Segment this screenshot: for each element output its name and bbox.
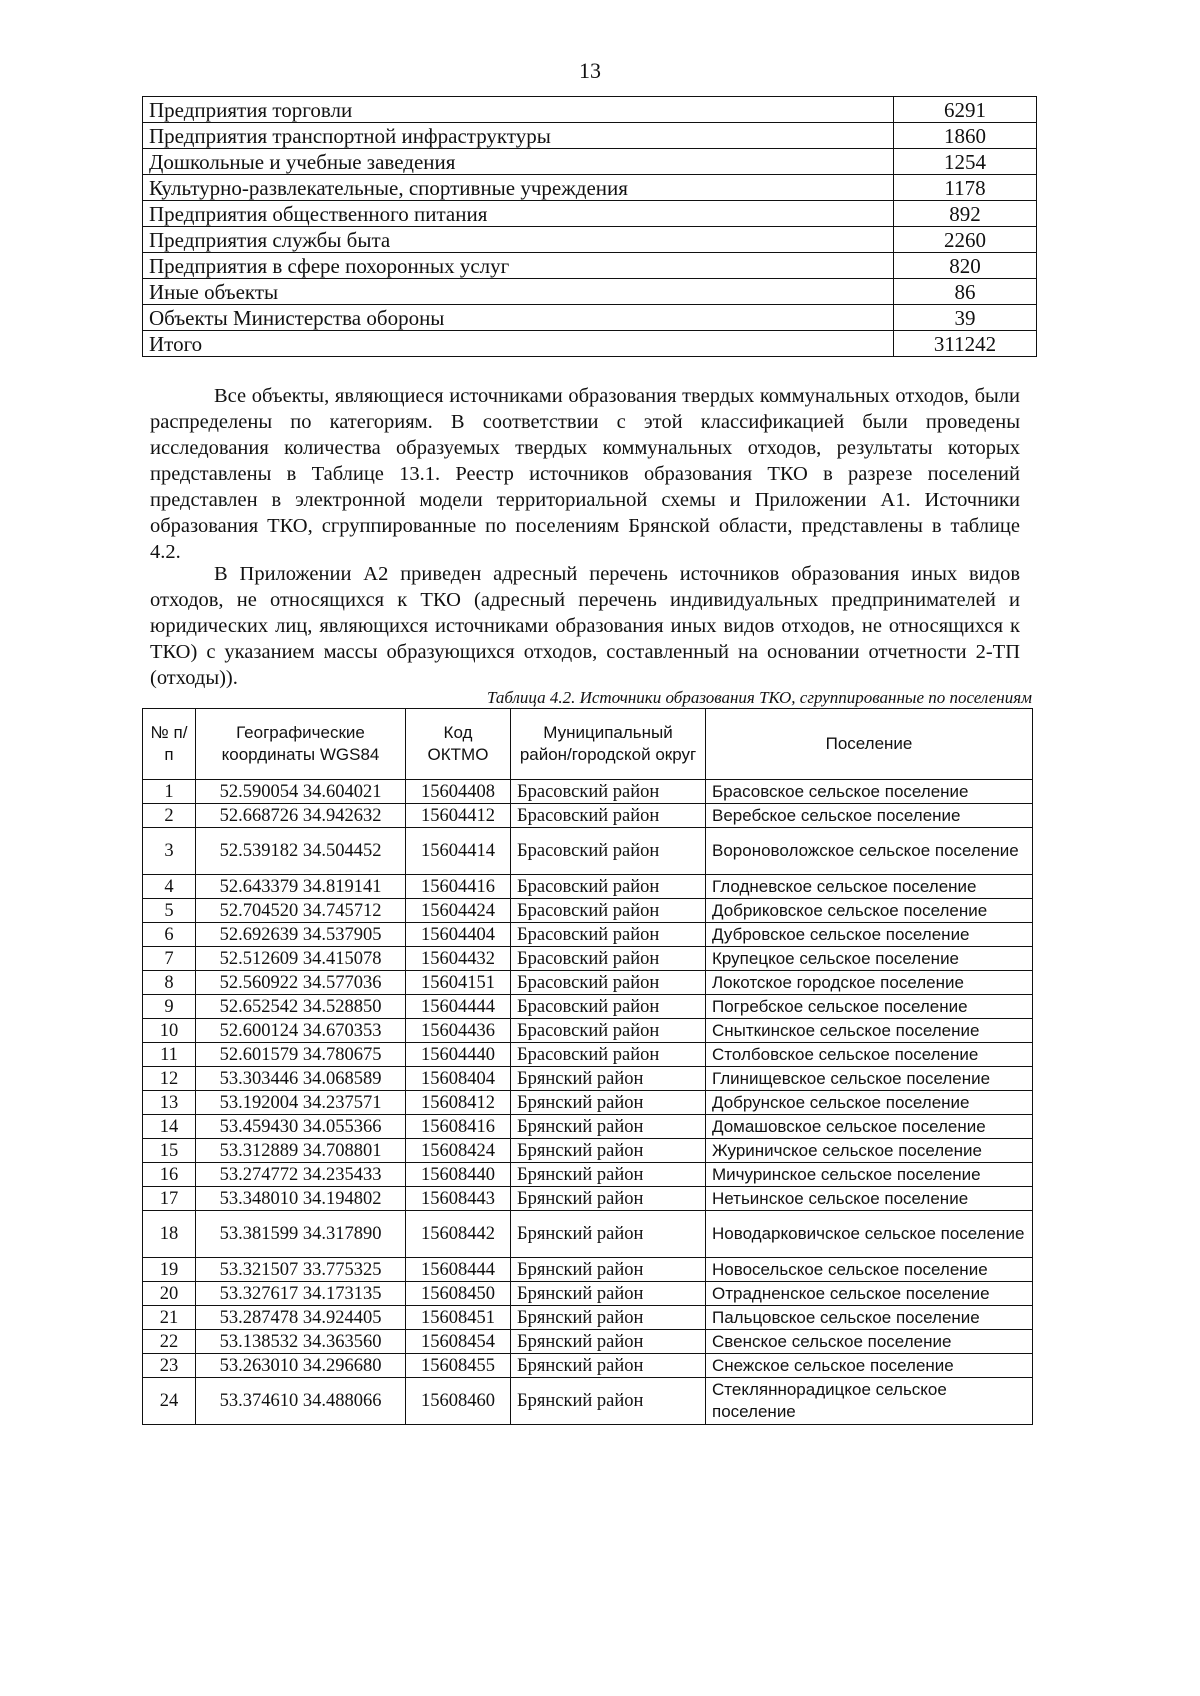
paragraph: В Приложении А2 приведен адресный перечень источников образования иных видов отходов, не относящихся к ТКО (адресный перечень индивидуальных предпринимателей и юридических лиц, являющихся источниками образования иных видов отходов, не относящихся к ТКО) с указанием массы образующихся отходов, составленный на основании отчетности 2-ТП (отходы)).: [150, 562, 1020, 689]
settlement: Глинищевское сельское поселение: [706, 1067, 1033, 1091]
category-value: 1254: [894, 149, 1037, 175]
summary-table: [142, 96, 1037, 357]
oktmo-code: 15608440: [406, 1163, 511, 1187]
district: Брасовский район: [511, 804, 706, 828]
category-value: 892: [894, 201, 1037, 227]
settlement: Нетьинское сельское поселение: [706, 1187, 1033, 1211]
row-number: 12: [143, 1067, 196, 1091]
page-number: 13: [579, 58, 601, 83]
oktmo-code: 15604424: [406, 899, 511, 923]
coordinates: 52.590054 34.604021: [196, 780, 406, 804]
oktmo-code: 15608412: [406, 1091, 511, 1115]
coordinates: 53.192004 34.237571: [196, 1091, 406, 1115]
settlement: Стекляннорадицкое сельское поселение: [706, 1378, 1033, 1425]
district: Брасовский район: [511, 1019, 706, 1043]
oktmo-code: 15608451: [406, 1306, 511, 1330]
oktmo-code: 15604432: [406, 947, 511, 971]
oktmo-code: 15608424: [406, 1139, 511, 1163]
oktmo-code: 15604404: [406, 923, 511, 947]
category-value: 86: [894, 279, 1037, 305]
row-number: 10: [143, 1019, 196, 1043]
district: Брасовский район: [511, 875, 706, 899]
row-number: 22: [143, 1330, 196, 1354]
table-row: [143, 97, 1037, 123]
coordinates: 53.321507 33.775325: [196, 1258, 406, 1282]
settlement: Журиничское сельское поселение: [706, 1139, 1033, 1163]
district: Брянский район: [511, 1306, 706, 1330]
settlement: Мичуринское сельское поселение: [706, 1163, 1033, 1187]
oktmo-code: 15604436: [406, 1019, 511, 1043]
row-number: 9: [143, 995, 196, 1019]
table-row: [143, 1163, 1033, 1187]
category-value: 1860: [894, 123, 1037, 149]
oktmo-code: 15604151: [406, 971, 511, 995]
coordinates: 53.327617 34.173135: [196, 1282, 406, 1306]
category-label: Итого: [143, 331, 894, 357]
row-number: 21: [143, 1306, 196, 1330]
row-number: 19: [143, 1258, 196, 1282]
table-row: [143, 1091, 1033, 1115]
settlement: Свенское сельское поселение: [706, 1330, 1033, 1354]
row-number: 20: [143, 1282, 196, 1306]
district: Брянский район: [511, 1115, 706, 1139]
category-value: 311242: [894, 331, 1037, 357]
oktmo-code: 15604414: [406, 828, 511, 875]
oktmo-code: 15604412: [406, 804, 511, 828]
header-number: № п/п: [143, 709, 196, 780]
row-number: 23: [143, 1354, 196, 1378]
table-row: [143, 1043, 1033, 1067]
coordinates: 52.704520 34.745712: [196, 899, 406, 923]
district: Брасовский район: [511, 947, 706, 971]
sources-table: [142, 708, 1033, 1425]
district: Брасовский район: [511, 780, 706, 804]
table-row: [143, 804, 1033, 828]
paragraph: Все объекты, являющиеся источниками образования твердых коммунальных отходов, были распределены по категориям. В соответствии с этой классификацией были проведены исследования количества образуемых твердых коммунальных отходов, результаты которых представлены в Таблице 13.1. Реестр источников образования ТКО в разрезе поселений представлен в электронной модели территориальной схемы и Приложении А1. Источники образования ТКО, сгруппированные по поселениям Брянской области, представлены в таблице 4.2.: [150, 384, 1020, 563]
oktmo-code: 15608442: [406, 1211, 511, 1258]
category-label: Культурно-развлекательные, спортивные учреждения: [143, 175, 894, 201]
coordinates: 53.263010 34.296680: [196, 1354, 406, 1378]
coordinates: 52.643379 34.819141: [196, 875, 406, 899]
district: Брянский район: [511, 1139, 706, 1163]
district: Брянский район: [511, 1163, 706, 1187]
settlement: Брасовское сельское поселение: [706, 780, 1033, 804]
coordinates: 53.303446 34.068589: [196, 1067, 406, 1091]
settlement: Дубровское сельское поселение: [706, 923, 1033, 947]
district: Брасовский район: [511, 995, 706, 1019]
coordinates: 52.652542 34.528850: [196, 995, 406, 1019]
settlement: Домашовское сельское поселение: [706, 1115, 1033, 1139]
settlement: Крупецкое сельское поселение: [706, 947, 1033, 971]
coordinates: 53.138532 34.363560: [196, 1330, 406, 1354]
coordinates: 52.512609 34.415078: [196, 947, 406, 971]
row-number: 14: [143, 1115, 196, 1139]
table-row: [143, 1067, 1033, 1091]
category-value: 2260: [894, 227, 1037, 253]
row-number: 18: [143, 1211, 196, 1258]
header-district: Муниципальный район/городской округ: [511, 709, 706, 780]
oktmo-code: 15608455: [406, 1354, 511, 1378]
table-row: [143, 1019, 1033, 1043]
coordinates: 52.560922 34.577036: [196, 971, 406, 995]
row-number: 2: [143, 804, 196, 828]
settlement: Глодневское сельское поселение: [706, 875, 1033, 899]
settlement: Локотское городское поселение: [706, 971, 1033, 995]
oktmo-code: 15608443: [406, 1187, 511, 1211]
settlement: Снежское сельское поселение: [706, 1354, 1033, 1378]
oktmo-code: 15608444: [406, 1258, 511, 1282]
coordinates: 53.374610 34.488066: [196, 1378, 406, 1425]
table-row: [143, 123, 1037, 149]
category-label: Предприятия транспортной инфраструктуры: [143, 123, 894, 149]
row-number: 13: [143, 1091, 196, 1115]
coordinates: 52.601579 34.780675: [196, 1043, 406, 1067]
oktmo-code: 15608416: [406, 1115, 511, 1139]
settlement: Добрунское сельское поселение: [706, 1091, 1033, 1115]
coordinates: 52.600124 34.670353: [196, 1019, 406, 1043]
table-row: [143, 923, 1033, 947]
oktmo-code: 15604440: [406, 1043, 511, 1067]
row-number: 11: [143, 1043, 196, 1067]
category-label: Объекты Министерства обороны: [143, 305, 894, 331]
district: Брасовский район: [511, 1043, 706, 1067]
header-coordinates: Географические координаты WGS84: [196, 709, 406, 780]
table-row: [143, 1115, 1033, 1139]
header-oktmo: Код ОКТМО: [406, 709, 511, 780]
table-header-row: [143, 709, 1033, 780]
oktmo-code: 15608460: [406, 1378, 511, 1425]
category-label: Дошкольные и учебные заведения: [143, 149, 894, 175]
district: Брасовский район: [511, 923, 706, 947]
row-number: 24: [143, 1378, 196, 1425]
settlement: Столбовское сельское поселение: [706, 1043, 1033, 1067]
table-row: [143, 971, 1033, 995]
row-number: 5: [143, 899, 196, 923]
settlement: Отрадненское сельское поселение: [706, 1282, 1033, 1306]
table-row: [143, 253, 1037, 279]
district: Брасовский район: [511, 971, 706, 995]
table-row: [143, 1282, 1033, 1306]
table-row: [143, 875, 1033, 899]
row-number: 8: [143, 971, 196, 995]
table-row: [143, 995, 1033, 1019]
coordinates: 53.274772 34.235433: [196, 1163, 406, 1187]
row-number: 3: [143, 828, 196, 875]
settlement: Вороноволожское сельское поселение: [706, 828, 1033, 875]
table-row: [143, 201, 1037, 227]
table-row: [143, 828, 1033, 875]
table-row: [143, 1306, 1033, 1330]
district: Брасовский район: [511, 828, 706, 875]
row-number: 7: [143, 947, 196, 971]
category-label: Предприятия в сфере похоронных услуг: [143, 253, 894, 279]
district: Брянский район: [511, 1258, 706, 1282]
category-label: Предприятия торговли: [143, 97, 894, 123]
district: Брянский район: [511, 1211, 706, 1258]
row-number: 15: [143, 1139, 196, 1163]
row-number: 1: [143, 780, 196, 804]
table-row: [143, 279, 1037, 305]
settlement: Погребское сельское поселение: [706, 995, 1033, 1019]
oktmo-code: 15604416: [406, 875, 511, 899]
table-row: [143, 947, 1033, 971]
settlement: Новосельское сельское поселение: [706, 1258, 1033, 1282]
district: Брянский район: [511, 1187, 706, 1211]
district: Брянский район: [511, 1354, 706, 1378]
settlement: Новодарковичское сельское поселение: [706, 1211, 1033, 1258]
table-row: [143, 1139, 1033, 1163]
table-row: [143, 1258, 1033, 1282]
coordinates: 53.381599 34.317890: [196, 1211, 406, 1258]
coordinates: 52.692639 34.537905: [196, 923, 406, 947]
settlement: Сныткинское сельское поселение: [706, 1019, 1033, 1043]
header-settlement: Поселение: [706, 709, 1033, 780]
table-row: [143, 175, 1037, 201]
coordinates: 53.459430 34.055366: [196, 1115, 406, 1139]
row-number: 16: [143, 1163, 196, 1187]
table-row: [143, 305, 1037, 331]
oktmo-code: 15608454: [406, 1330, 511, 1354]
category-label: Иные объекты: [143, 279, 894, 305]
district: Брянский район: [511, 1282, 706, 1306]
table-row: [143, 1378, 1033, 1425]
district: Брянский район: [511, 1330, 706, 1354]
district: Брянский район: [511, 1091, 706, 1115]
oktmo-code: 15608450: [406, 1282, 511, 1306]
oktmo-code: 15604444: [406, 995, 511, 1019]
category-value: 820: [894, 253, 1037, 279]
settlement: Пальцовское сельское поселение: [706, 1306, 1033, 1330]
category-label: Предприятия общественного питания: [143, 201, 894, 227]
district: Брянский район: [511, 1067, 706, 1091]
coordinates: 52.539182 34.504452: [196, 828, 406, 875]
table-row: [143, 1330, 1033, 1354]
category-label: Предприятия службы быта: [143, 227, 894, 253]
oktmo-code: 15608404: [406, 1067, 511, 1091]
category-value: 6291: [894, 97, 1037, 123]
table-row: [143, 1211, 1033, 1258]
coordinates: 53.287478 34.924405: [196, 1306, 406, 1330]
coordinates: 53.312889 34.708801: [196, 1139, 406, 1163]
district: Брянский район: [511, 1378, 706, 1425]
coordinates: 52.668726 34.942632: [196, 804, 406, 828]
table-row: [143, 227, 1037, 253]
table-row: [143, 1187, 1033, 1211]
table-row: [143, 149, 1037, 175]
table-row: [143, 331, 1037, 357]
category-value: 1178: [894, 175, 1037, 201]
table-caption: Таблица 4.2. Источники образования ТКО, сгруппированные по поселениям: [487, 688, 1032, 707]
row-number: 17: [143, 1187, 196, 1211]
category-value: 39: [894, 305, 1037, 331]
table-row: [143, 899, 1033, 923]
table-row: [143, 780, 1033, 804]
district: Брасовский район: [511, 899, 706, 923]
table-row: [143, 1354, 1033, 1378]
row-number: 6: [143, 923, 196, 947]
oktmo-code: 15604408: [406, 780, 511, 804]
row-number: 4: [143, 875, 196, 899]
settlement: Веребское сельское поселение: [706, 804, 1033, 828]
coordinates: 53.348010 34.194802: [196, 1187, 406, 1211]
settlement: Добриковское сельское поселение: [706, 899, 1033, 923]
